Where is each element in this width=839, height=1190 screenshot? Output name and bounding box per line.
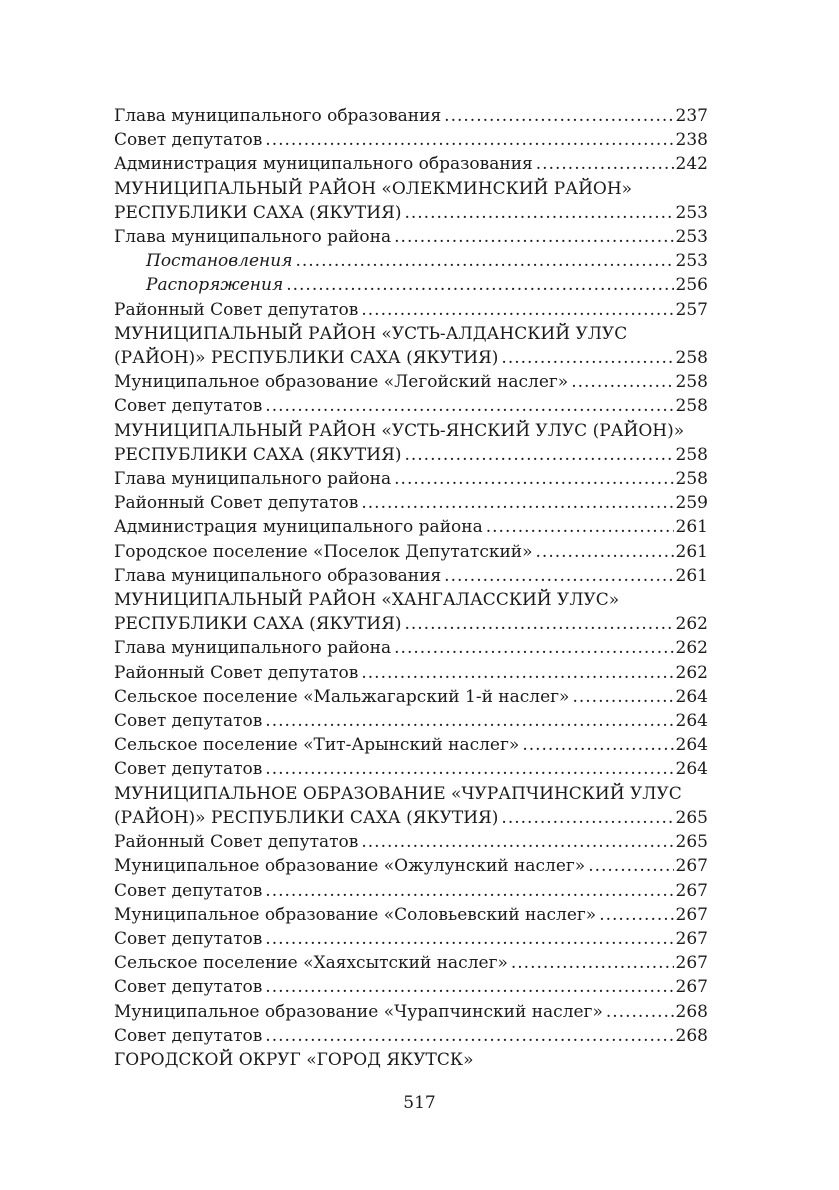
toc-leader-dots [606,1000,674,1024]
toc-leader-dots [265,394,673,418]
toc-entry-title: Муниципальное образование «Чурапчинский наслег» [114,1001,603,1022]
toc-entry [114,903,708,927]
toc-leader-dots [265,879,673,903]
toc-leader-dots [265,128,673,152]
toc-entry-page: 268 [675,1001,708,1022]
toc-entry-page: 258 [675,396,708,417]
toc-entry-title: Распоряжения [146,275,284,296]
toc-entry-page: 267 [675,856,708,877]
toc-entry-title: МУНИЦИПАЛЬНЫЙ РАЙОН «УСТЬ-АЛДАНСКИЙ УЛУС [114,323,628,344]
toc-entry [114,128,708,152]
toc-leader-dots [444,564,673,588]
toc-entry-title: Глава муниципального образования [114,565,442,586]
toc-entry [114,661,708,685]
toc-entry-title: РЕСПУБЛИКИ САХА (ЯКУТИЯ) [114,202,402,223]
toc-entry-title: Городское поселение «Поселок Депутатский» [114,541,533,562]
toc-leader-dots [599,903,673,927]
toc-entry-page: 257 [675,299,708,320]
toc-leader-dots [265,927,673,951]
toc-entry-title: МУНИЦИПАЛЬНЫЙ РАЙОН «ХАНГАЛАССКИЙ УЛУС» [114,590,620,611]
toc-entry [114,298,708,322]
toc-entry-page: 253 [675,227,708,248]
toc-entry-page: 256 [675,275,708,296]
toc-leader-dots [361,661,673,685]
toc-entry-title: Муниципальное образование «Соловьевский наслег» [114,904,597,925]
toc-leader-dots [265,757,673,781]
toc-entry-page: 264 [675,686,708,707]
toc-entry-title: Совет депутатов [114,977,263,998]
toc-entry [114,491,708,515]
toc-entry-page: 261 [675,541,708,562]
toc-entry-page: 258 [675,469,708,490]
toc-entry [114,273,708,297]
toc-entry [114,467,708,491]
toc-entry-page: 258 [675,444,708,465]
toc-entry-title: Совет депутатов [114,759,263,780]
toc-leader-dots [394,636,673,660]
toc-entry [114,927,708,951]
toc-entry-page: 267 [675,928,708,949]
toc-entry [114,636,708,660]
toc-entry [114,346,708,370]
toc-entry-page: 264 [675,759,708,780]
toc-entry [114,733,708,757]
toc-entry-title: Муниципальное образование «Ожулунский наслег» [114,856,586,877]
toc-entry [114,177,708,201]
toc-entry [114,152,708,176]
toc-entry [114,1000,708,1024]
toc-leader-dots [511,951,674,975]
toc-entry-title: Совет депутатов [114,928,263,949]
toc-entry [114,322,708,346]
toc-entry-page: 262 [675,638,708,659]
toc-entry [114,830,708,854]
toc-entry-page: 253 [675,251,708,272]
toc-entry-page: 262 [675,662,708,683]
toc-entry [114,370,708,394]
toc-leader-dots [394,467,673,491]
toc-entry-page: 267 [675,953,708,974]
page-number: 517 [403,1093,436,1113]
toc-entry-page: 242 [675,154,708,175]
toc-entry-title: МУНИЦИПАЛЬНОЕ ОБРАЗОВАНИЕ «ЧУРАПЧИНСКИЙ УЛУС [114,783,682,804]
toc-entry-title: (РАЙОН)» РЕСПУБЛИКИ САХА (ЯКУТИЯ) [114,348,499,369]
toc-entry-title: Глава муниципального района [114,638,392,659]
toc-entry-page: 264 [675,735,708,756]
toc-entry-page: 253 [675,202,708,223]
toc-entry-page: 259 [675,493,708,514]
toc-entry-title: Муниципальное образование «Легойский наслег» [114,372,569,393]
toc-leader-dots [501,806,673,830]
toc-entry-title: Глава муниципального образования [114,106,442,126]
toc-leader-dots [571,370,673,394]
toc-leader-dots [265,709,673,733]
toc-entry-page: 258 [675,348,708,369]
toc-leader-dots [501,346,673,370]
toc-leader-dots [394,225,673,249]
toc-entry-title: Районный Совет депутатов [114,832,359,853]
toc-entry-title: Районный Совет депутатов [114,662,359,683]
table-of-contents [114,104,708,1072]
toc-entry [114,709,708,733]
toc-leader-dots [572,685,673,709]
toc-entry-page: 267 [675,977,708,998]
toc-entry-title: Сельское поселение «Тит-Арынский наслег» [114,735,520,756]
toc-entry-title: Глава муниципального района [114,227,392,248]
toc-entry [114,951,708,975]
toc-entry-page: 267 [675,904,708,925]
toc-leader-dots [265,1024,673,1048]
toc-entry [114,612,708,636]
toc-entry-page: 262 [675,614,708,635]
toc-entry [114,1024,708,1048]
toc-entry-title: Глава муниципального района [114,469,392,490]
toc-leader-dots [265,975,673,999]
toc-entry-title: РЕСПУБЛИКИ САХА (ЯКУТИЯ) [114,444,402,465]
toc-entry [114,806,708,830]
toc-leader-dots [486,515,674,539]
toc-entry [114,515,708,539]
toc-entry-title: МУНИЦИПАЛЬНЫЙ РАЙОН «УСТЬ-ЯНСКИЙ УЛУС (РАЙОН)» [114,420,685,441]
toc-leader-dots [536,540,674,564]
toc-entry-page: 265 [675,807,708,828]
toc-leader-dots [361,491,673,515]
toc-entry [114,394,708,418]
toc-entry-title: МУНИЦИПАЛЬНЫЙ РАЙОН «ОЛЕКМИНСКИЙ РАЙОН» [114,178,633,199]
toc-leader-dots [404,612,673,636]
toc-entry-title: Совет депутатов [114,396,263,417]
toc-entry-title: Сельское поселение «Мальжагарский 1-й наслег» [114,686,570,707]
toc-entry [114,540,708,564]
toc-entry [114,854,708,878]
toc-leader-dots [361,298,673,322]
toc-entry [114,685,708,709]
toc-entry-page: 258 [675,372,708,393]
toc-entry-title: Администрация муниципального района [114,517,483,538]
toc-leader-dots [404,201,673,225]
toc-entry-title: Районный Совет депутатов [114,299,359,320]
toc-leader-dots [444,104,673,128]
toc-entry-page: 265 [675,832,708,853]
toc-entry-page: 261 [675,565,708,586]
toc-entry [114,782,708,806]
toc-leader-dots [286,273,673,297]
toc-entry [114,564,708,588]
toc-leader-dots [522,733,673,757]
toc-entry [114,419,708,443]
toc-entry [114,1048,708,1072]
toc-entry-page: 264 [675,711,708,732]
toc-entry [114,201,708,225]
toc-entry [114,879,708,903]
toc-entry [114,757,708,781]
toc-entry-title: Совет депутатов [114,130,263,151]
toc-leader-dots [295,249,673,273]
toc-entry-title: (РАЙОН)» РЕСПУБЛИКИ САХА (ЯКУТИЯ) [114,807,499,828]
toc-entry-page: 238 [675,130,708,151]
toc-entry [114,975,708,999]
toc-entry-title: Совет депутатов [114,711,263,732]
toc-entry-title: Сельское поселение «Хаяхсытский наслег» [114,953,508,974]
toc-entry-title: ГОРОДСКОЙ ОКРУГ «ГОРОД ЯКУТСК» [114,1049,474,1070]
toc-entry-page: 237 [675,106,708,126]
toc-entry [114,249,708,273]
toc-entry-title: РЕСПУБЛИКИ САХА (ЯКУТИЯ) [114,614,402,635]
toc-entry-title: Районный Совет депутатов [114,493,359,514]
toc-entry-title: Совет депутатов [114,1025,263,1046]
toc-entry-page: 267 [675,880,708,901]
toc-entry-page: 261 [675,517,708,538]
toc-entry-title: Постановления [146,251,293,272]
toc-leader-dots [588,854,673,878]
toc-entry-title: Совет депутатов [114,880,263,901]
toc-leader-dots [536,152,674,176]
toc-entry-page: 268 [675,1025,708,1046]
toc-entry-title: Администрация муниципального образования [114,154,533,175]
toc-entry [114,225,708,249]
toc-entry [114,588,708,612]
toc-leader-dots [404,443,673,467]
toc-leader-dots [361,830,673,854]
toc-entry [114,104,708,128]
toc-entry [114,443,708,467]
